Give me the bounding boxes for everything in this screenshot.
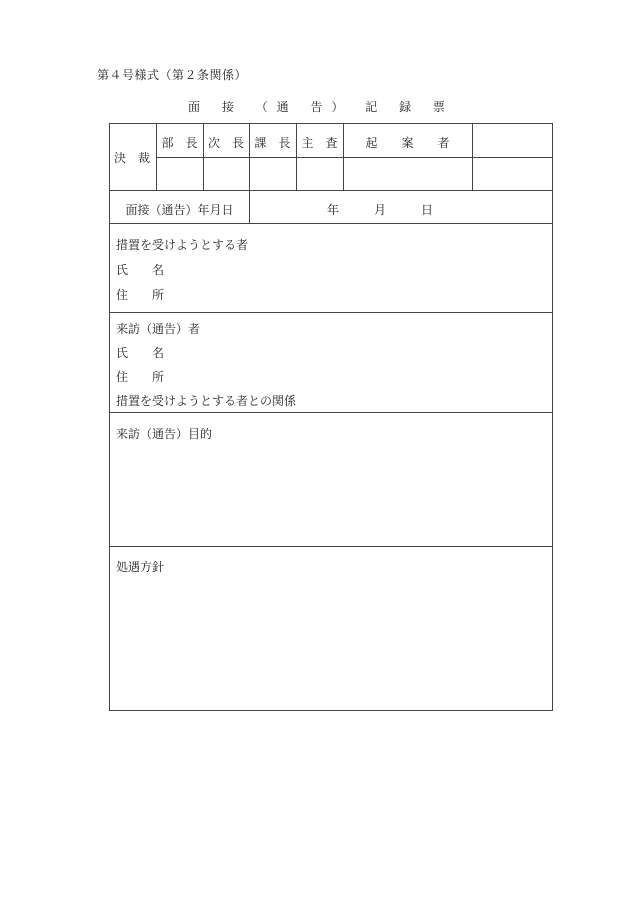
approval-divider (472, 124, 473, 190)
approval-column-bucho: 部 長 (161, 136, 198, 150)
visitor-address-label: 住 所 (116, 370, 165, 384)
approval-mid-line (156, 157, 552, 158)
row-divider (110, 190, 552, 191)
subject-heading: 措置を受けようとする者 (116, 238, 249, 252)
record-form (109, 123, 553, 711)
interview-date-month: 月 (374, 203, 387, 217)
subject-name-label: 氏 名 (116, 263, 165, 277)
approval-column-jicho: 次 長 (207, 136, 244, 150)
row-divider (110, 412, 552, 413)
visitor-relation-label: 措置を受けようとする者との関係 (116, 394, 297, 408)
form-number: 第４号様式（第２条関係） (97, 68, 248, 82)
policy-heading: 処遇方針 (116, 560, 165, 574)
interview-date-day: 日 (421, 203, 434, 217)
interview-date-year: 年 (327, 203, 340, 217)
interview-date-label: 面接（通告）年月日 (125, 203, 234, 217)
approval-column-shusa: 主 査 (301, 136, 338, 150)
row-divider (110, 546, 552, 547)
purpose-heading: 来訪（通告）目的 (116, 427, 213, 441)
visitor-heading: 来訪（通告）者 (116, 322, 201, 336)
approval-column-kacho: 課 長 (254, 136, 291, 150)
row-divider (110, 223, 552, 224)
row-divider (110, 312, 552, 313)
subject-address-label: 住 所 (116, 288, 165, 302)
document-title: 面 接 （通 告） 記 録 票 (188, 100, 454, 114)
approval-column-kiansha: 起 案 者 (365, 136, 450, 150)
visitor-name-label: 氏 名 (116, 346, 165, 360)
approval-label: 決 裁 (114, 151, 151, 165)
date-divider (249, 190, 250, 223)
